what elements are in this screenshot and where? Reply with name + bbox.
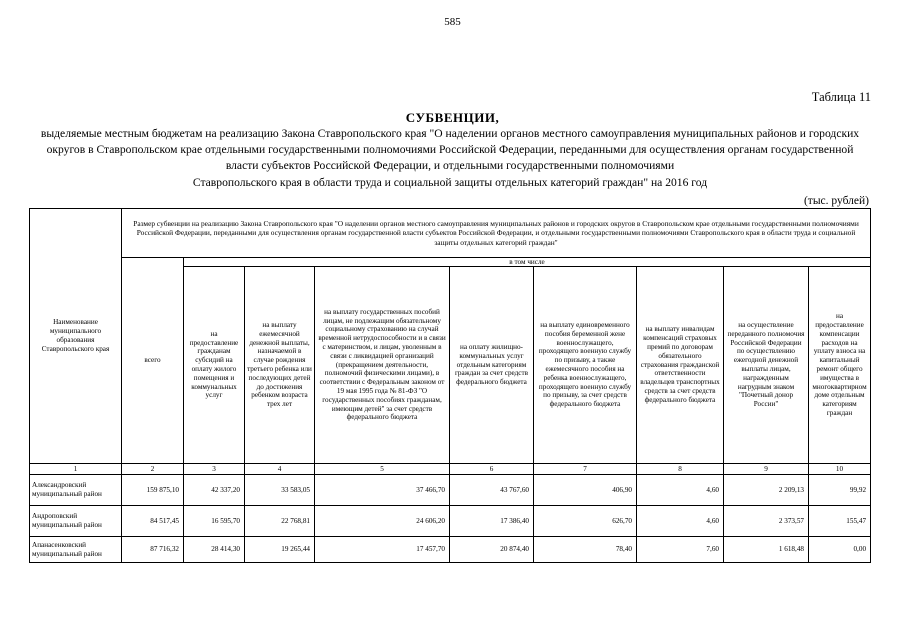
column-header: на выплату государственных пособий лицам, не подлежащим обязательному социальному страхованию на случай временной нетрудоспособности и в связи с материнством, и лицам, уволенным в связи с ликвидацией организаций (прекращением деятельности, полномочий физическими лицами), в соответствии с Федеральным законом от 19 мая 1995 года № 81-ФЗ "О государственных пособиях гражданам, имеющим детей" за счет средств федерального бюджета xyxy=(315,267,450,464)
column-number: 8 xyxy=(637,464,724,475)
column-header: на предоставление компенсации расходов на уплату взноса на капитальный ремонт общего имущества в многоквартирном доме отдельным категориям граждан xyxy=(809,267,871,464)
value-cell: 84 517,45 xyxy=(122,506,184,537)
page-number: 585 xyxy=(444,16,461,28)
value-cell: 1 618,48 xyxy=(724,537,809,563)
value-cell: 159 875,10 xyxy=(122,475,184,506)
value-cell: 4,60 xyxy=(637,506,724,537)
value-cell: 28 414,30 xyxy=(184,537,245,563)
value-cell: 20 874,40 xyxy=(450,537,534,563)
column-header: на предоставление гражданам субсидий на оплату жилого помещения и коммунальных услуг xyxy=(184,267,245,464)
column-number: 7 xyxy=(534,464,637,475)
column-number: 10 xyxy=(809,464,871,475)
subsidies-table xyxy=(29,208,871,563)
value-cell: 17 386,40 xyxy=(450,506,534,537)
table-row xyxy=(30,475,871,506)
total-column-header: всего xyxy=(122,258,184,464)
value-cell: 4,60 xyxy=(637,475,724,506)
column-number: 4 xyxy=(245,464,315,475)
municipality-name: Андроповский муниципальный район xyxy=(30,506,122,537)
document-subtitle xyxy=(30,126,870,191)
column-number: 1 xyxy=(30,464,122,475)
value-cell: 37 466,70 xyxy=(315,475,450,506)
value-cell: 99,92 xyxy=(809,475,871,506)
value-cell: 24 606,20 xyxy=(315,506,450,537)
value-cell: 2 373,57 xyxy=(724,506,809,537)
subsidy-size-header: Размер субвенции на реализацию Закона Ставропольского края "О наделении органов местного самоуправления муниципальных районов и городских округов в Ставропольском крае отдельными государственными полномочиями Российской Федерации, переданными для осуществления органам государственной власти субъектов Российской Федерации, и отдельными государственными полномочиями Ставропольского края в области труда и социальной защиты отдельных категорий граждан" xyxy=(122,209,871,258)
column-number: 6 xyxy=(450,464,534,475)
document-title: СУБВЕНЦИИ, xyxy=(405,110,500,125)
subtitle-line: Ставропольского края в области труда и социальной защиты отдельных категорий граждан" на 2016 год xyxy=(192,175,708,189)
value-cell: 16 595,70 xyxy=(184,506,245,537)
table-number: Таблица 11 xyxy=(811,90,871,104)
column-header: на выплату ежемесячной денежной выплаты, назначаемой в случае рождения третьего ребенка или последующих детей до достижения ребенком возраста трех лет xyxy=(245,267,315,464)
including-header: в том числе xyxy=(184,258,871,267)
value-cell: 19 265,44 xyxy=(245,537,315,563)
value-cell: 87 716,32 xyxy=(122,537,184,563)
subtitle-line: власти субъектов Российской Федерации, и отдельными государственными полномочиями xyxy=(225,159,675,173)
municipality-column-header: Наименование муниципального образования Ставропольского края xyxy=(30,209,122,464)
column-number: 3 xyxy=(184,464,245,475)
column-header: на выплату инвалидам компенсаций страховых премий по договорам обязательного страхования гражданской ответственности владельцев транспортных средств за счет средств федерального бюджета xyxy=(637,267,724,464)
value-cell: 22 768,81 xyxy=(245,506,315,537)
units-label: (тыс. рублей) xyxy=(803,195,869,207)
value-cell: 33 583,05 xyxy=(245,475,315,506)
value-cell: 43 767,60 xyxy=(450,475,534,506)
column-header: на осуществление переданного полномочия Российской Федерации по осуществлению ежегодной денежной выплаты лицам, награжденным нагрудным знаком "Почетный донор России" xyxy=(724,267,809,464)
value-cell: 0,00 xyxy=(809,537,871,563)
table-row xyxy=(30,506,871,537)
value-cell: 17 457,70 xyxy=(315,537,450,563)
column-header: на выплату единовременного пособия беременной жене военнослужащего, проходящего военную службу по призыву, а также ежемесячного пособия на ребенка военнослужащего, проходящего военную службу по призыву, за счет средств федерального бюджета xyxy=(534,267,637,464)
value-cell: 78,40 xyxy=(534,537,637,563)
column-number: 2 xyxy=(122,464,184,475)
column-number: 5 xyxy=(315,464,450,475)
value-cell: 42 337,20 xyxy=(184,475,245,506)
column-number: 9 xyxy=(724,464,809,475)
value-cell: 155,47 xyxy=(809,506,871,537)
value-cell: 626,70 xyxy=(534,506,637,537)
value-cell: 7,60 xyxy=(637,537,724,563)
municipality-name: Апанасенковский муниципальный район xyxy=(30,537,122,563)
municipality-name: Александровский муниципальный район xyxy=(30,475,122,506)
subtitle-line: выделяемые местным бюджетам на реализацию Закона Ставропольского края "О наделении органов местного самоуправления муниципальных районов и городских xyxy=(40,127,860,140)
column-header: на оплату жилищно-коммунальных услуг отдельным категориям граждан за счет средств федерального бюджета xyxy=(450,267,534,464)
subtitle-line: округов в Ставропольском крае отдельными государственными полномочиями Российской Федерации, переданными для осуществления органам государственной xyxy=(46,143,854,157)
value-cell: 406,90 xyxy=(534,475,637,506)
table-row xyxy=(30,537,871,563)
value-cell: 2 209,13 xyxy=(724,475,809,506)
